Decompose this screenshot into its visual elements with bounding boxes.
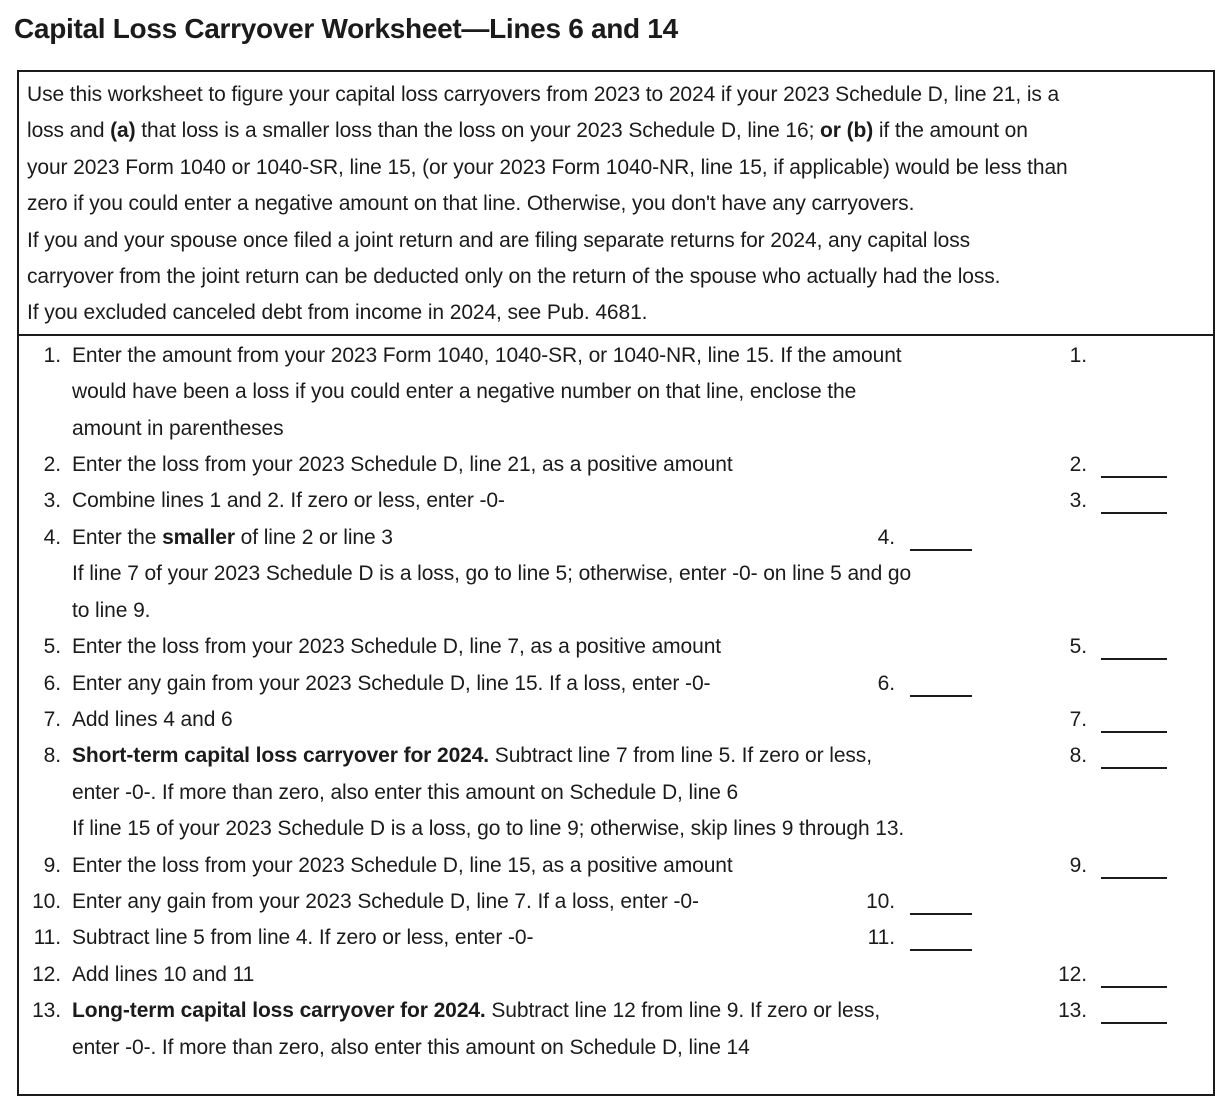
worksheet-box bbox=[17, 70, 1215, 1096]
line-5-amount-entry bbox=[1039, 629, 1167, 665]
worksheet-row-9 bbox=[19, 848, 1213, 884]
bold-text-segment: smaller bbox=[162, 525, 235, 549]
line-number: 9. bbox=[43, 853, 61, 877]
intro-line bbox=[27, 186, 1203, 222]
text-segment: Add lines 10 and 11 bbox=[72, 962, 255, 986]
line-3-amount-entry bbox=[1039, 483, 1167, 519]
line-2-amount-entry bbox=[1039, 447, 1167, 483]
text-segment: zero if you could enter a negative amount on that line. Otherwise, you don't have any carryovers. bbox=[27, 192, 915, 216]
worksheet-row-7 bbox=[19, 702, 1213, 738]
intro-section bbox=[19, 72, 1213, 332]
line-7-amount-entry bbox=[1039, 702, 1167, 738]
entry-line-number: 10. bbox=[866, 889, 895, 913]
amount-blank bbox=[1101, 957, 1167, 988]
text-segment: that loss is a smaller loss than the loss on your 2023 Schedule D, line 16; bbox=[135, 119, 821, 143]
line-text bbox=[72, 775, 1213, 811]
text-segment: amount in parentheses bbox=[72, 416, 284, 440]
bold-text-segment: (a) bbox=[110, 119, 136, 143]
text-segment: enter -0-. If more than zero, also enter this amount on Schedule D, line 6 bbox=[72, 780, 739, 804]
line-number: 4. bbox=[43, 525, 61, 549]
text-segment: Enter the bbox=[72, 525, 163, 549]
entry-line-number: 8. bbox=[1069, 744, 1087, 768]
text-segment: to line 9. bbox=[72, 598, 151, 622]
text-segment: If you and your spouse once filed a joint return and are filing separate returns for 2024, any capital loss bbox=[27, 228, 971, 252]
entry-line-number: 11. bbox=[867, 926, 895, 950]
line-number: 8. bbox=[43, 744, 61, 768]
text-segment: would have been a loss if you could enter a negative number on that line, enclose the bbox=[72, 380, 857, 404]
line-number: 5. bbox=[43, 635, 61, 659]
text-segment: Enter any gain from your 2023 Schedule D, line 7. If a loss, enter -0- bbox=[72, 889, 699, 913]
line-9-amount-entry bbox=[1039, 848, 1167, 884]
entry-line-number: 9. bbox=[1069, 853, 1087, 877]
line-text bbox=[72, 666, 1213, 702]
line-text bbox=[72, 920, 1213, 956]
text-segment: If line 15 of your 2023 Schedule D is a loss, go to line 9; otherwise, skip lines 9 through 13. bbox=[72, 817, 905, 841]
intro-line bbox=[27, 113, 1203, 149]
text-segment: carryover from the joint return can be deducted only on the return of the spouse who actually had the loss. bbox=[27, 265, 1001, 289]
bold-text-segment: Long-term capital loss carryover for 2024. bbox=[72, 999, 486, 1023]
line-text-block bbox=[72, 920, 1213, 956]
text-segment: Enter any gain from your 2023 Schedule D, line 15. If a loss, enter -0- bbox=[72, 671, 711, 695]
text-segment: Enter the loss from your 2023 Schedule D, line 7, as a positive amount bbox=[72, 635, 722, 659]
line-4-amount-entry bbox=[847, 520, 972, 556]
worksheet-lines-section bbox=[19, 336, 1213, 1066]
entry-line-number: 3. bbox=[1069, 489, 1087, 513]
line-11-amount-entry bbox=[847, 920, 972, 956]
text-segment: Subtract line 12 from line 9. If zero or less, bbox=[485, 999, 881, 1023]
amount-blank bbox=[1101, 447, 1167, 478]
line-10-amount-entry bbox=[847, 884, 972, 920]
text-segment: Enter the loss from your 2023 Schedule D, line 15, as a positive amount bbox=[72, 853, 733, 877]
line-text-block bbox=[72, 520, 1213, 629]
worksheet-row-12 bbox=[19, 957, 1213, 993]
line-text-block bbox=[72, 666, 1213, 702]
text-segment: Combine lines 1 and 2. If zero or less, enter -0- bbox=[72, 489, 505, 513]
worksheet-row-6 bbox=[19, 666, 1213, 702]
entry-line-number: 1. bbox=[1069, 343, 1087, 367]
line-text bbox=[72, 556, 1213, 592]
line-number: 3. bbox=[43, 489, 61, 513]
amount-blank bbox=[1101, 738, 1167, 769]
text-segment: Add lines 4 and 6 bbox=[72, 707, 233, 731]
line-number: 7. bbox=[43, 707, 61, 731]
bold-text-segment: or (b) bbox=[820, 119, 874, 143]
worksheet-row-2 bbox=[19, 447, 1213, 483]
line-number: 1. bbox=[43, 343, 61, 367]
intro-line bbox=[27, 223, 1203, 259]
intro-line bbox=[27, 295, 1203, 331]
worksheet-row-10 bbox=[19, 884, 1213, 920]
entry-line-number: 5. bbox=[1069, 635, 1087, 659]
line-number: 2. bbox=[43, 453, 61, 477]
amount-blank bbox=[910, 666, 972, 697]
line-text bbox=[72, 520, 1213, 556]
line-13-amount-entry bbox=[1039, 993, 1167, 1029]
text-segment: Subtract line 7 from line 5. If zero or less, bbox=[489, 744, 872, 768]
worksheet-row-8 bbox=[19, 738, 1213, 847]
worksheet-row-1 bbox=[19, 338, 1213, 447]
amount-blank bbox=[910, 920, 972, 951]
amount-blank bbox=[910, 884, 972, 915]
line-1-amount-entry bbox=[1039, 338, 1087, 374]
line-text bbox=[72, 1030, 1213, 1066]
text-segment: your 2023 Form 1040 or 1040-SR, line 15, (or your 2023 Form 1040-NR, line 15, if applicable) would be less than bbox=[27, 155, 1068, 179]
intro-line bbox=[27, 259, 1203, 295]
intro-line bbox=[27, 150, 1203, 186]
worksheet-row-11 bbox=[19, 920, 1213, 956]
line-number: 11. bbox=[33, 926, 61, 950]
text-segment: Enter the loss from your 2023 Schedule D, line 21, as a positive amount bbox=[72, 453, 733, 477]
amount-blank bbox=[1101, 483, 1167, 514]
line-number: 12. bbox=[32, 962, 61, 986]
amount-blank bbox=[910, 520, 972, 551]
line-12-amount-entry bbox=[1039, 957, 1167, 993]
amount-blank bbox=[1101, 702, 1167, 733]
entry-line-number: 13. bbox=[1058, 999, 1087, 1023]
amount-blank bbox=[1101, 848, 1167, 879]
entry-line-number: 2. bbox=[1069, 453, 1087, 477]
text-segment: loss and bbox=[27, 119, 111, 143]
text-segment: If line 7 of your 2023 Schedule D is a loss, go to line 5; otherwise, enter -0- on line 5 and go bbox=[72, 562, 912, 586]
line-number: 6. bbox=[43, 671, 61, 695]
line-8-amount-entry bbox=[1039, 738, 1167, 774]
text-segment: enter -0-. If more than zero, also enter this amount on Schedule D, line 14 bbox=[72, 1035, 750, 1059]
text-segment: Enter the amount from your 2023 Form 1040, 1040-SR, or 1040-NR, line 15. If the amount bbox=[72, 343, 902, 367]
worksheet-row-3 bbox=[19, 483, 1213, 519]
bold-text-segment: Short-term capital loss carryover for 2024. bbox=[72, 744, 490, 768]
entry-line-number: 12. bbox=[1058, 962, 1087, 986]
worksheet-row-13 bbox=[19, 993, 1213, 1066]
entry-line-number: 6. bbox=[877, 671, 895, 695]
entry-line-number: 4. bbox=[877, 525, 895, 549]
line-number: 13. bbox=[32, 999, 61, 1023]
line-number: 10. bbox=[32, 889, 61, 913]
page-title: Capital Loss Carryover Worksheet—Lines 6 and 14 bbox=[14, 13, 678, 44]
amount-blank bbox=[1101, 993, 1167, 1024]
text-segment: of line 2 or line 3 bbox=[234, 525, 393, 549]
amount-blank bbox=[1101, 629, 1167, 660]
line-text bbox=[72, 593, 1213, 629]
line-text-block bbox=[72, 884, 1213, 920]
text-segment: Use this worksheet to figure your capital loss carryovers from 2023 to 2024 if your 2023 Schedule D, line 21, is a bbox=[27, 83, 1060, 106]
line-text bbox=[72, 884, 1213, 920]
worksheet-row-5 bbox=[19, 629, 1213, 665]
line-6-amount-entry bbox=[847, 666, 972, 702]
line-text bbox=[72, 374, 1213, 410]
text-segment: If you excluded canceled debt from income in 2024, see Pub. 4681. bbox=[27, 301, 648, 325]
line-text bbox=[72, 811, 1213, 847]
intro-line bbox=[27, 77, 1203, 113]
line-text bbox=[72, 411, 1213, 447]
worksheet-row-4 bbox=[19, 520, 1213, 629]
text-segment: if the amount on bbox=[873, 119, 1028, 143]
text-segment: Subtract line 5 from line 4. If zero or less, enter -0- bbox=[72, 926, 534, 950]
entry-line-number: 7. bbox=[1069, 707, 1087, 731]
